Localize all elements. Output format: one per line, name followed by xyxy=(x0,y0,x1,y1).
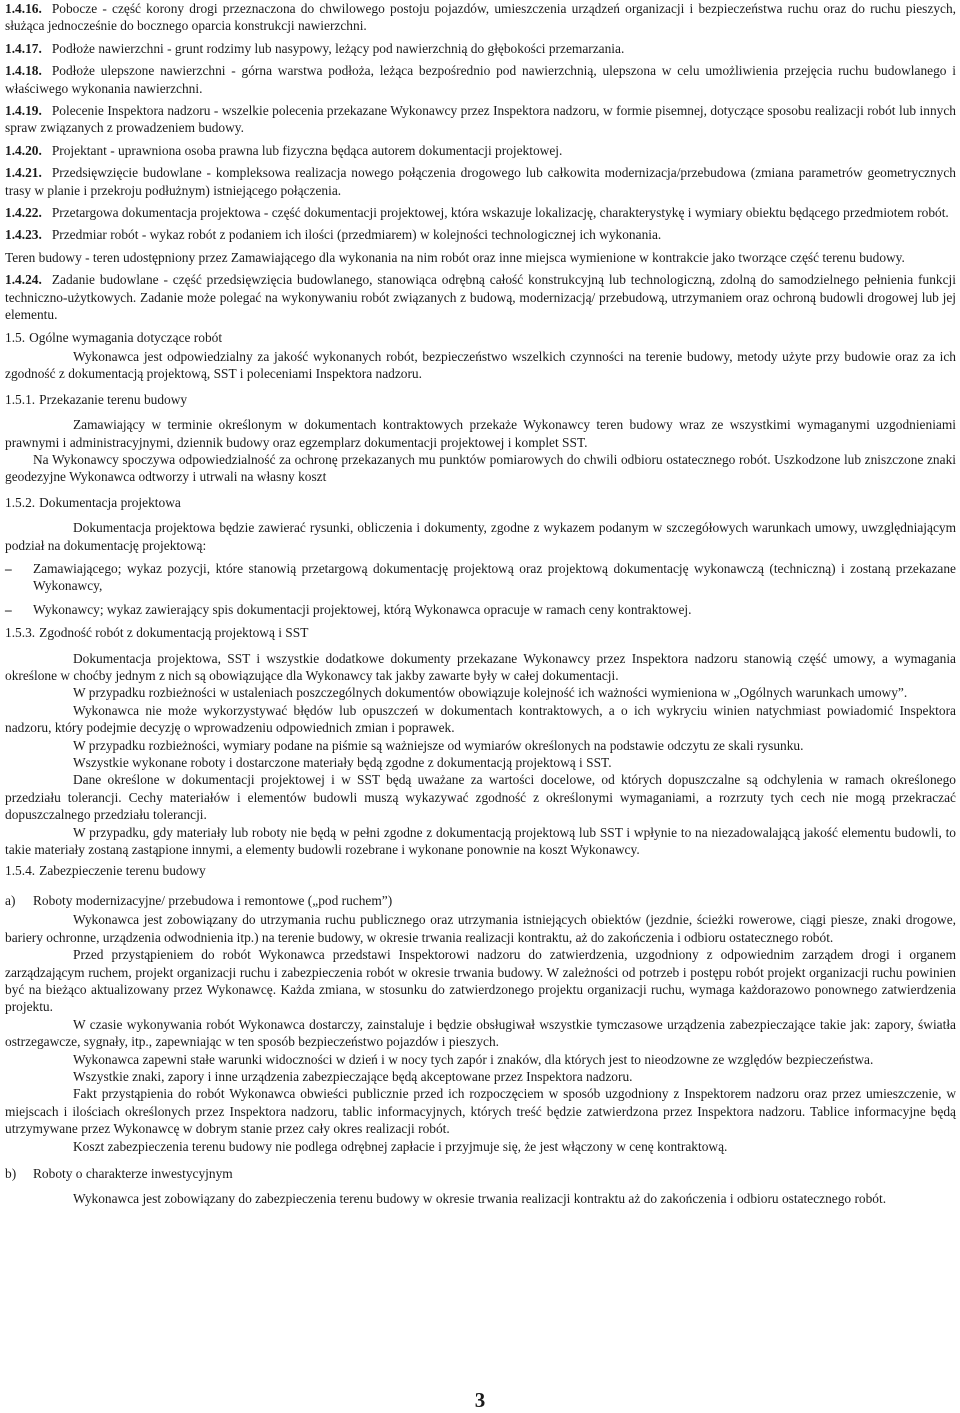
section-title: Zgodność robót z dokumentacją projektową i SST xyxy=(39,625,309,641)
paragraph: Wykonawca nie może wykorzystywać błędów lub opuszczeń w dokumentach kontraktowych, a o ich wykryciu winien natychmiast powiadomić Inspektora nadzoru, który podejmie decyzję o wprowadzeniu odpowiednich zmian i poprawek. xyxy=(5,702,956,736)
paragraph: Wszystkie wykonane roboty i dostarczone materiały będą zgodne z dokumentacją projektową i SST. xyxy=(73,755,612,771)
dash-list-item xyxy=(5,560,956,595)
section-heading-1-5-3 xyxy=(5,624,956,641)
definition-1-4-16 xyxy=(5,0,956,35)
paragraph: Na Wykonawcy spoczywa odpowiedzialność za ochronę przekazanych mu punktów pomiarowych do chwili odbioru ostatecznego robót. Uszkodzone lub zniszczone znaki geodezyjne Wykonawca odtworzy i utrwali na własny koszt xyxy=(5,451,956,485)
dash-bullet: – xyxy=(5,560,12,576)
subsection-b-heading xyxy=(5,1165,956,1182)
definition-text: Przetargowa dokumentacja projektowa - część dokumentacji projektowej, która wskazuje lokalizację, charakterystykę i wymiary obiektu będącego przedmiotem robót. xyxy=(51,205,949,221)
definition-number: 1.4.16. xyxy=(5,1,42,16)
definition-number: 1.4.18. xyxy=(5,63,42,79)
section-heading-1-5-2 xyxy=(5,494,956,511)
definition-text: Podłoże ulepszone nawierzchni - górna warstwa podłoża, leżąca bezpośrednio pod nawierzchnią, ulepszona w celu umożliwienia przejęcia ruchu budowlanego i właściwego wykonania nawierzchni. xyxy=(5,63,956,96)
subsection-a-heading xyxy=(5,892,956,909)
definition-1-4-20 xyxy=(5,142,956,159)
section-heading-1-5-1 xyxy=(5,391,956,408)
section-heading-1-5-4 xyxy=(5,862,956,879)
list-item-text: Zamawiającego; wykaz pozycji, które stanowią przetargową dokumentację projektową oraz projektową dokumentację wykonawczą (techniczną) i zostaną przekazane Wykonawcy, xyxy=(33,560,956,594)
section-heading-1-5 xyxy=(5,329,956,346)
subsection-label: b) xyxy=(5,1165,17,1181)
dash-list-item xyxy=(5,601,956,618)
dash-bullet: – xyxy=(5,601,12,617)
definition-text: Przedsięwzięcie budowlane - kompleksowa realizacja nowego połączenia drogowego lub całkowita modernizacja/przebudowa (zmiana parametrów geometrycznych trasy w planie i przekroju podłużnym) istniejącego połączenia. xyxy=(5,165,956,198)
page-number: 3 xyxy=(474,1388,486,1412)
section-number: 1.5. xyxy=(5,329,26,345)
section-number: 1.5.1. xyxy=(5,391,36,407)
paragraph: Wykonawca zapewni stałe warunki widoczności w dzień i w nocy tych zapór i znaków, dla których jest to nieodzowne ze względów bezpieczeństwa. xyxy=(73,1051,874,1067)
document-page xyxy=(5,0,956,1208)
section-number: 1.5.2. xyxy=(5,494,36,510)
paragraph: Wykonawca jest zobowiązany do utrzymania ruchu publicznego oraz utrzymania istniejących obiektów (jezdnie, ścieżki rowerowe, ciągi piesze, znaki drogowe, bariery ochronne, urządzenia odwodnienia itp.) na terenie budowy, w okresie trwania realizacji kontraktu, aż do zakończenia i odbioru ostatecznego robót. xyxy=(5,912,956,945)
definition-number: 1.4.23. xyxy=(5,227,42,243)
section-title: Przekazanie terenu budowy xyxy=(39,391,188,407)
definition-number: 1.4.21. xyxy=(5,165,42,181)
definition-1-4-23 xyxy=(5,226,956,243)
section-number: 1.5.4. xyxy=(5,863,36,879)
definition-1-4-22 xyxy=(5,204,956,221)
paragraph: Dane określone w dokumentacji projektowej i w SST będą uważane za wartości docelowe, od których dopuszczalne są odchylenia w ramach określonego przedziału tolerancji. Cechy materiałów i elementów budowli muszą wykazywać zgodność z określonymi wymaganiami, a rozrzuty tych cech nie mogą przekraczać dopuszczalnego przedziału tolerancji. xyxy=(5,772,956,823)
subsection-title: Roboty o charakterze inwestycyjnym xyxy=(33,1165,233,1181)
paragraph: Zamawiający w terminie określonym w dokumentach kontraktowych przekaże Wykonawcy teren budowy wraz ze wszystkimi wymaganymi uzgodnieniami prawnymi i administracyjnymi, dziennik budowy oraz egzemplarz dokumentacji projektowej i komplet SST. xyxy=(5,417,956,450)
definition-text: Podłoże nawierzchni - grunt rodzimy lub nasypowy, leżący pod nawierzchnią do głębokości przemarzania. xyxy=(51,40,625,56)
section-number: 1.5.3. xyxy=(5,625,36,641)
paragraph: Koszt zabezpieczenia terenu budowy nie podlega odrębnej zapłacie i przyjmuje się, że jest włączony w cenę kontraktową. xyxy=(73,1138,728,1154)
paragraph: Dokumentacja projektowa będzie zawierać rysunki, obliczenia i dokumenty, zgodne z wykazem podanym w szczegółowych warunkach umowy, uwzględniającym podział na dokumentację projektową: xyxy=(5,520,956,553)
paragraph: W przypadku, gdy materiały lub roboty nie będą w pełni zgodne z dokumentacją projektową lub SST i wpłynie to na niezadowalającą jakość elementu budowli, to takie materiały zostaną zastąpione innymi, a elementy budowli rozebrane i wykonane ponownie na koszt Wykonawcy. xyxy=(5,824,956,858)
paragraph: Dokumentacja projektowa, SST i wszystkie dodatkowe dokumenty przekazane Wykonawcy przez Inspektora nadzoru stanowią część umowy, a wymagania określone w choćby jednym z nich są obowiązujące dla Wykonawcy tak jakby zawarte były w całej dokumentacji. xyxy=(5,650,956,683)
subsection-title: Roboty modernizacyjne/ przebudowa i remontowe („pod ruchem”) xyxy=(33,892,393,908)
list-item-text: Wykonawcy; wykaz zawierający spis dokumentacji projektowej, którą Wykonawca opracuje w ramach ceny kontraktowej. xyxy=(33,601,692,617)
paragraph: Wykonawca jest zobowiązany do zabezpieczenia terenu budowy w okresie trwania realizacji kontraktu aż do zakończenia i odbioru ostatecznego robót. xyxy=(73,1191,887,1207)
definition-1-4-17 xyxy=(5,40,956,57)
definition-text: Projektant - uprawniona osoba prawna lub fizyczna będąca autorem dokumentacji projektowej. xyxy=(51,142,563,158)
definition-number: 1.4.24. xyxy=(5,272,42,288)
definition-1-4-24 xyxy=(5,271,956,323)
section-title: Zabezpieczenie terenu budowy xyxy=(39,863,206,879)
definition-text: Zadanie budowlane - część przedsięwzięcia budowlanego, stanowiąca odrębną całość konstrukcyjną lub technologiczną, zdolną do samodzielnego pełnienia funkcji techniczno-użytkowych. Zadanie może polegać na wykonywaniu robót związanych z budową, modernizacją/ przebudową, utrzymaniem oraz ochroną budowli drogowej lub jej elementu. xyxy=(5,272,956,323)
paragraph: Wykonawca jest odpowiedzialny za jakość wykonanych robót, bezpieczeństwo wszelkich czynności na terenie budowy, metody użyte przy budowie oraz za ich zgodność z dokumentacją projektową, SST i poleceniami Inspektora nadzoru. xyxy=(5,348,956,382)
definition-text: Przedmiar robót - wykaz robót z podaniem ich ilości (przedmiarem) w kolejności technologicznej ich wykonania. xyxy=(51,227,662,243)
definition-number: 1.4.22. xyxy=(5,205,42,221)
definitions-list xyxy=(5,0,956,244)
paragraph: W przypadku rozbieżności, wymiary podane na piśmie są ważniejsze od wymiarów określonych na podstawie odczytu ze skali rysunku. xyxy=(73,737,804,753)
paragraph: W przypadku rozbieżności w ustaleniach poszczególnych dokumentów obowiązuje kolejność ich ważności wymieniona w „Ogólnych warunkach umowy”. xyxy=(73,685,908,701)
paragraph: Fakt przystąpienia do robót Wykonawca obwieści publicznie przed ich rozpoczęciem w sposób uzgodniony z Inspektorem nadzoru oraz przez umieszczenie, w miejscach i ilościach określonych przez Inspektora nadzoru, tablic informacyjnych, których treść będzie zatwierdzona przez Inspektora nadzoru. Tablice informacyjne będą utrzymywane przez Wykonawcę w dobrym stanie przez cały okres realizacji robót. xyxy=(5,1086,956,1137)
paragraph: W czasie wykonywania robót Wykonawca dostarczy, zainstaluje i będzie obsługiwał wszystkie tymczasowe urządzenia zabezpieczające takie jak: zapory, światła ostrzegawcze, sygnały, itp., zapewniając w ten sposób bezpieczeństwo pojazdów i pieszych. xyxy=(5,1016,956,1050)
definition-1-4-21 xyxy=(5,164,956,199)
definition-number: 1.4.20. xyxy=(5,142,42,158)
definition-number: 1.4.19. xyxy=(5,103,42,119)
definition-1-4-18 xyxy=(5,62,956,97)
definition-text: Polecenie Inspektora nadzoru - wszelkie polecenia przekazane Wykonawcy przez Inspektora nadzoru, w formie pisemnej, dotyczące sposobu realizacji robót lub innych spraw związanych z prowadzeniem budowy. xyxy=(5,103,956,136)
paragraph: Przed przystąpieniem do robót Wykonawca przedstawi Inspektorowi nadzoru do zatwierdzenia, uzgodniony z odpowiednim zarządem drogi i organem zarządzającym ruchem, projekt organizacji ruchu i zabezpieczenia robót w okresie trwania budowy. W zależności od potrzeb i postępu robót projekt organizacji ruchu powinien być na bieżąco aktualizowany przez Wykonawcę. Każda zmiana, w stosunku do zatwierdzonego projektu organizacji ruchu, wymaga każdorazowo ponownego zatwierdzenia projektu. xyxy=(5,947,956,1015)
subsection-label: a) xyxy=(5,892,16,908)
definition-1-4-19 xyxy=(5,102,956,137)
section-title: Dokumentacja projektowa xyxy=(39,494,181,510)
section-title: Ogólne wymagania dotyczące robót xyxy=(29,329,223,345)
teren-budowy-definition: Teren budowy - teren udostępniony przez Zamawiającego dla wykonania na nim robót oraz inne miejsca wymienione w kontrakcie jako tworzące część terenu budowy. xyxy=(5,249,905,265)
definition-number: 1.4.17. xyxy=(5,40,42,56)
definition-text: Pobocze - część korony drogi przeznaczona do chwilowego postoju pojazdów, umieszczenia urządzeń organizacji i bezpieczeństwa ruchu oraz do ruchu pieszych, służąca jednocześnie do bocznego oparcia konstrukcji nawierzchni. xyxy=(5,1,956,34)
paragraph: Wszystkie znaki, zapory i inne urządzenia zabezpieczające będą akceptowane przez Inspektora nadzoru. xyxy=(73,1068,633,1084)
